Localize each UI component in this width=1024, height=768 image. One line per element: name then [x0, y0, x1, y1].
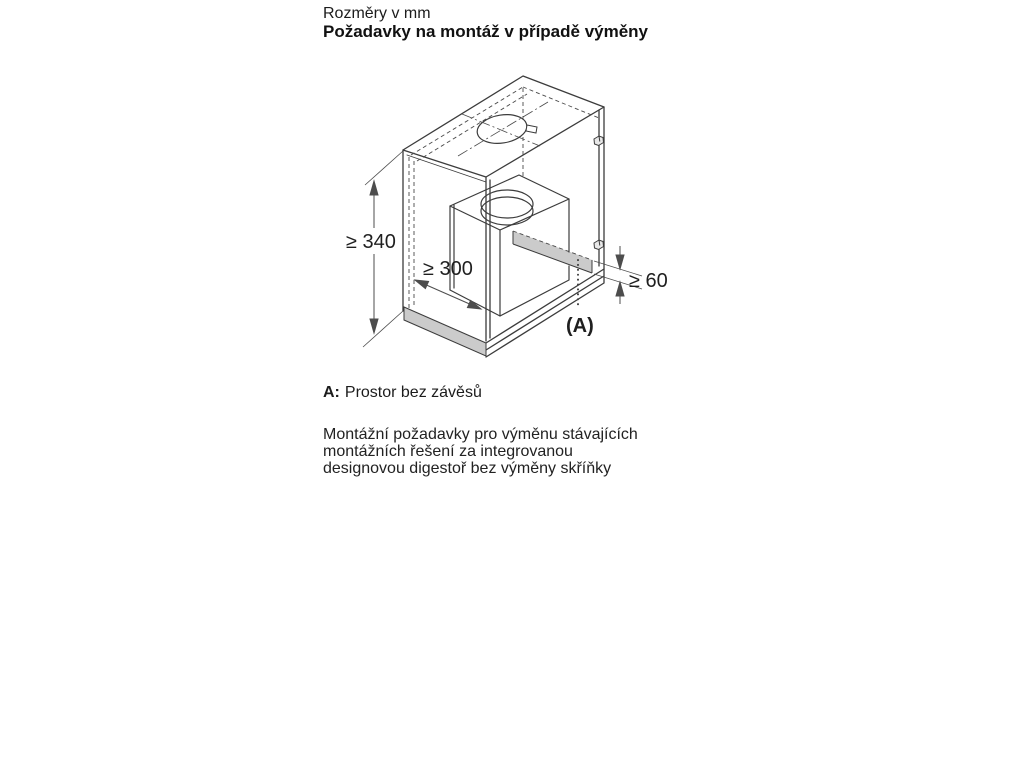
dim-gap-label: ≥ 60	[629, 270, 668, 292]
units-note: Rozměry v mm	[323, 5, 431, 22]
dimension-depth	[415, 258, 481, 309]
dim-depth-label: ≥ 300	[423, 258, 473, 280]
note-line: montážních řešení za integrovanou	[323, 443, 573, 460]
hinge-free-zone-right	[513, 231, 592, 273]
note-paragraph	[323, 426, 638, 477]
bottom-front-strip-fill	[404, 307, 486, 356]
module-collar-base	[481, 197, 533, 225]
dimension-height	[346, 151, 403, 347]
left-panel-inner-edges-dashed	[409, 157, 414, 309]
hinge-clip-icon	[594, 136, 604, 146]
module-top-face	[450, 175, 569, 230]
module-collar-top	[481, 190, 533, 218]
cabinet-front-top-inner-edge	[407, 155, 486, 182]
duct-hole-tab	[526, 125, 537, 133]
dim-gap-arrow-up	[616, 282, 624, 296]
legend-line	[323, 384, 482, 402]
legend-term: A:	[323, 384, 340, 401]
cabinet-bottom-rail	[486, 269, 604, 357]
dim-gap-arrow-down	[616, 255, 624, 269]
dimension-hinge-gap	[594, 246, 668, 304]
dim-height-arrow-down	[370, 319, 378, 333]
dim-depth-arrow-left	[415, 280, 429, 289]
page-title: Požadavky na montáž v případě výměny	[323, 22, 649, 41]
hinge-clip-icon	[594, 240, 604, 250]
duct-hole-ellipse	[475, 111, 529, 146]
hinge-free-zone-fill	[513, 231, 592, 273]
legend-definition: Prostor bez závěsů	[344, 384, 482, 401]
dim-height-arrow-up	[370, 181, 378, 195]
note-line: Montážní požadavky pro výměnu stávajících	[323, 426, 638, 443]
installation-diagram	[330, 60, 700, 365]
dim-height-label: ≥ 340	[346, 231, 396, 253]
bottom-front-strip	[404, 307, 486, 356]
note-line: designovou digestoř bez výměny skříňky	[323, 460, 612, 477]
callout-a-label: (A)	[566, 315, 594, 337]
